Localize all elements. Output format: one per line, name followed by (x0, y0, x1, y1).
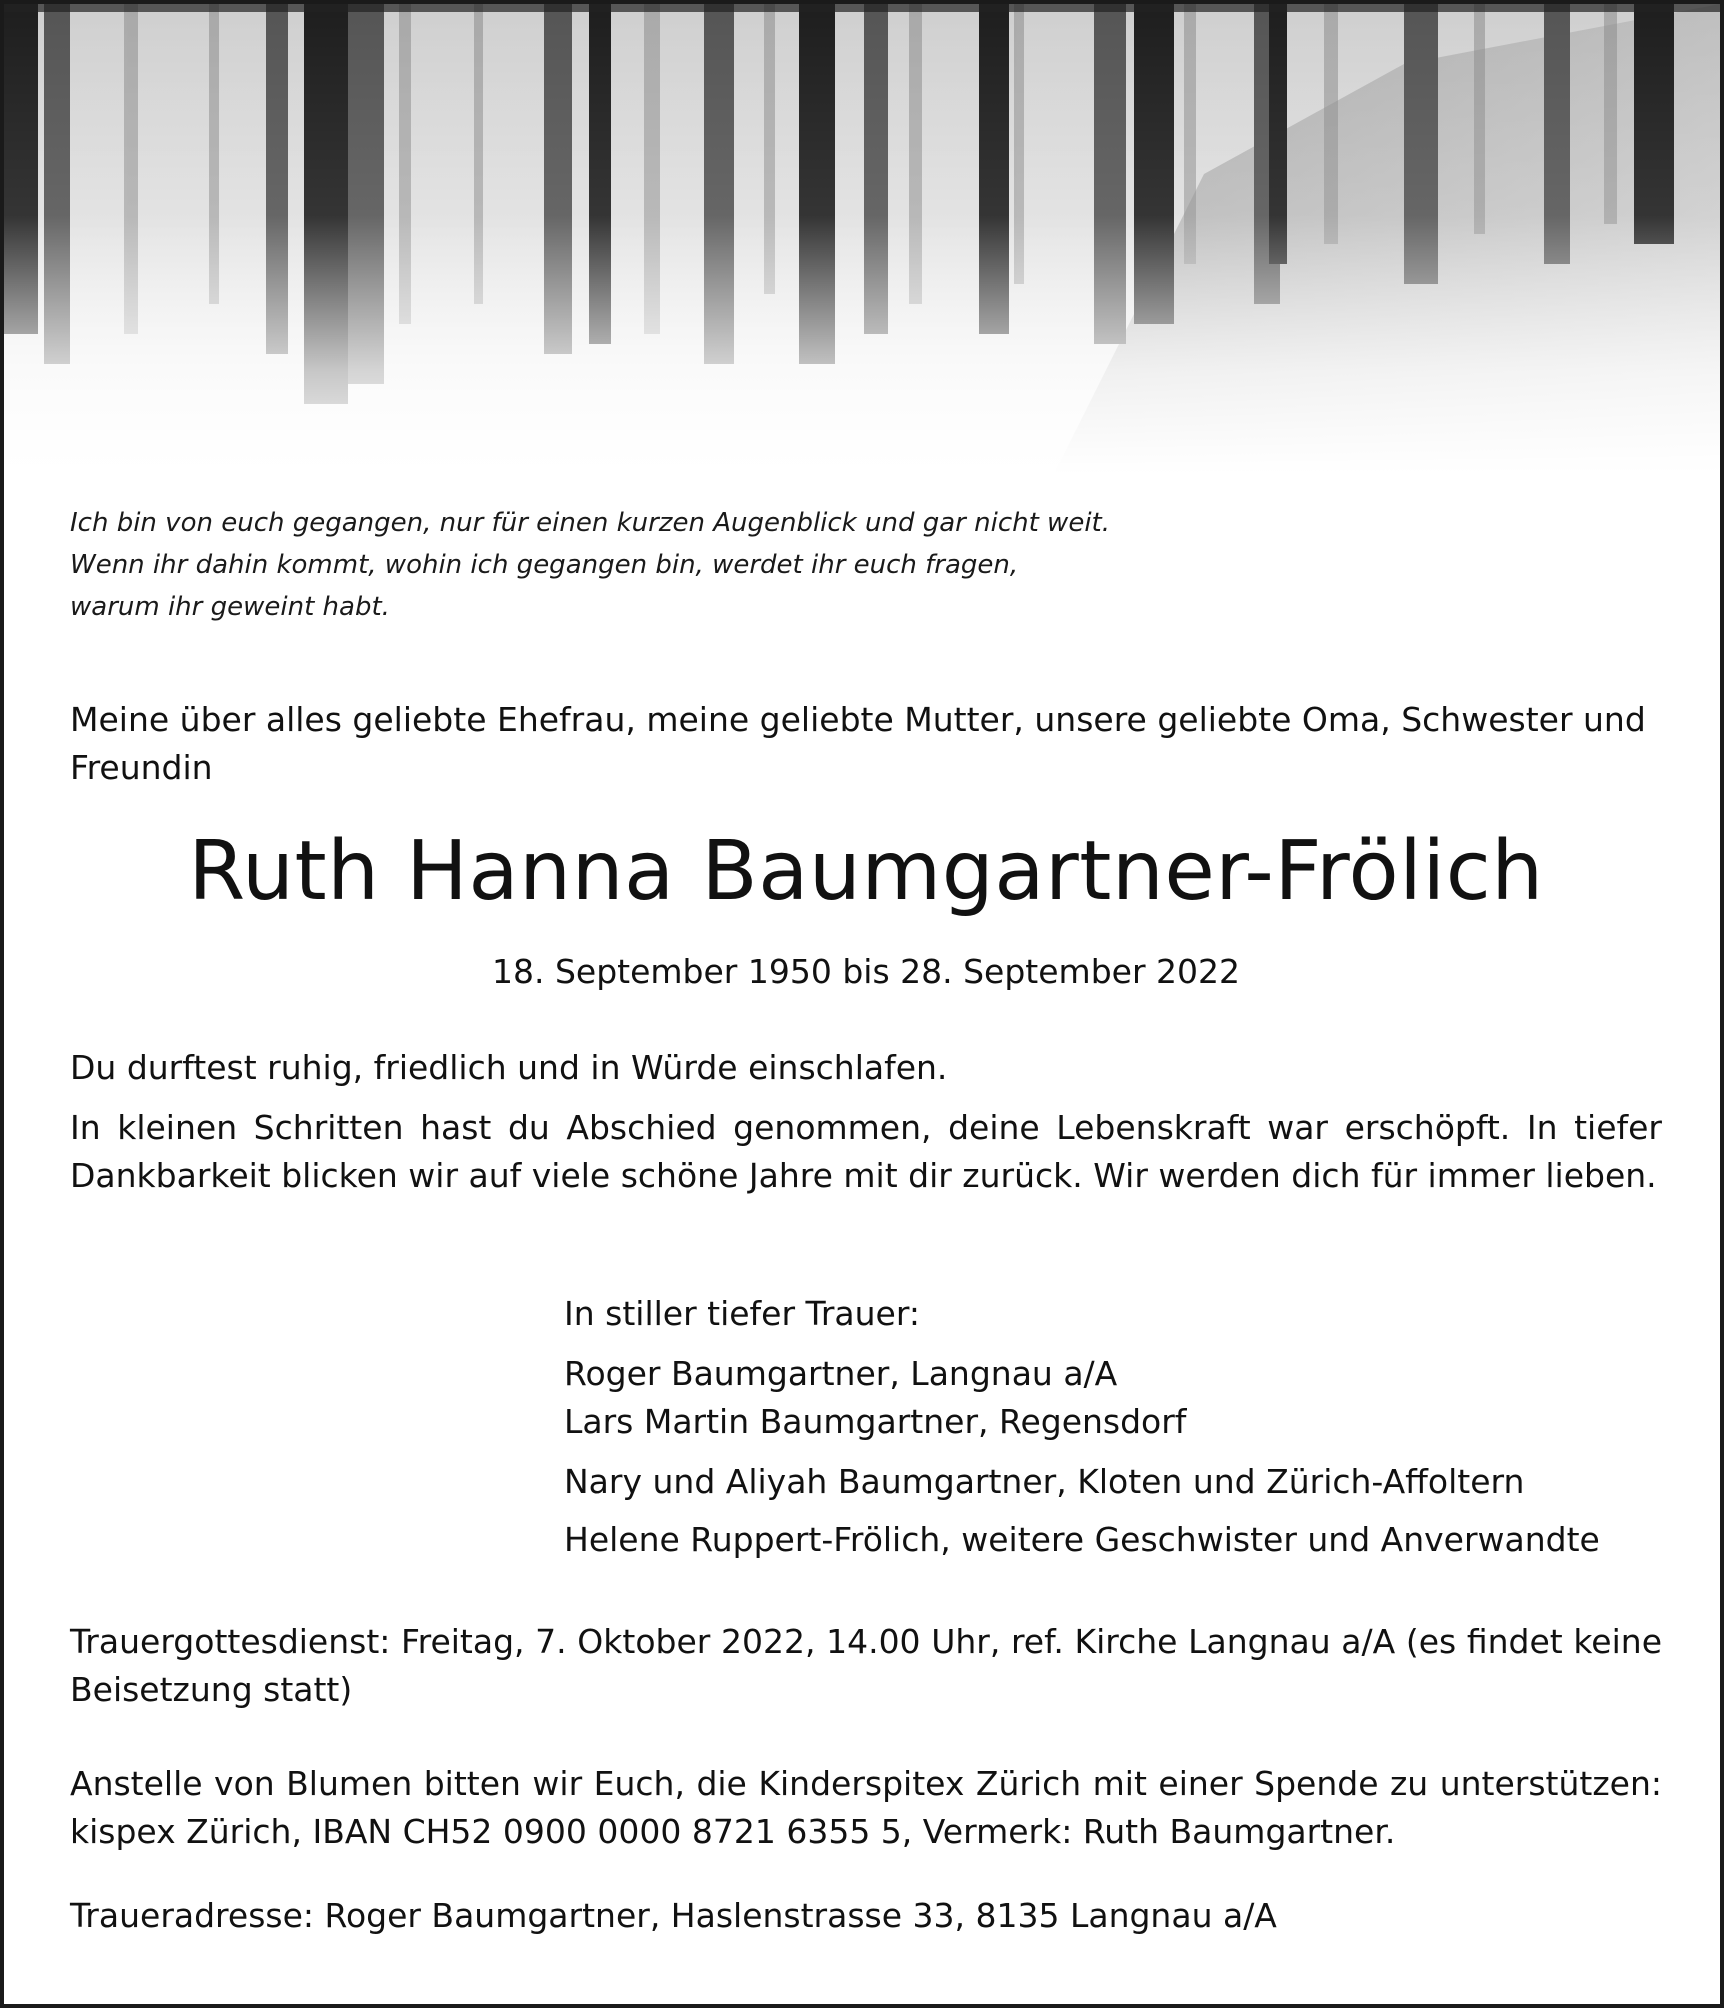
mourner-name: Roger Baumgartner, Langnau a/A (564, 1354, 1118, 1393)
forest-photo-icon (4, 4, 1720, 474)
mourner-name: Nary und Aliyah Baumgartner, Kloten und Zürich-Affoltern (564, 1462, 1525, 1501)
mourning-address: Traueradresse: Roger Baumgartner, Haslenstrasse 33, 8135 Langnau a/A (70, 1896, 1277, 1935)
mourner-name: Lars Martin Baumgartner, Regensdorf (564, 1402, 1187, 1441)
service-info: Trauergottesdienst: Freitag, 7. Oktober 2022, 14.00 Uhr, ref. Kirche Langnau a/A (es findet keine Beisetzung statt) (70, 1622, 1662, 1709)
mourners-list (564, 1290, 1664, 1564)
mourners-heading: In stiller tiefer Trauer: (564, 1294, 920, 1333)
life-dates: 18. September 1950 bis 28. September 2022 (492, 952, 1240, 991)
message-paragraph: In kleinen Schritten hast du Abschied genommen, deine Lebenskraft war erschöpft. In tiefer Dankbarkeit blicken wir auf viele schöne Jahre mit dir zurück. Wir werden dich für immer lieben. (70, 1108, 1662, 1195)
poem-line: Wenn ihr dahin kommt, wohin ich gegangen bin, werdet ihr euch fragen, (70, 550, 1019, 580)
poem-line: warum ihr geweint habt. (70, 592, 390, 622)
poem-line: Ich bin von euch gegangen, nur für einen kurzen Augenblick und gar nicht weit. (70, 508, 1110, 538)
poem-quote (70, 502, 1370, 628)
mourner-name: Helene Ruppert-Frölich, weitere Geschwister und Anverwandte (564, 1520, 1600, 1559)
message-line: Du durftest ruhig, friedlich und in Würde einschlafen. (70, 1048, 948, 1087)
donation-info: Anstelle von Blumen bitten wir Euch, die Kinderspitex Zürich mit einer Spende zu unterstützen: kispex Zürich, IBAN CH52 0900 0000 8721 6355 5, Vermerk: Ruth Baumgartner. (70, 1764, 1662, 1851)
intro-text: Meine über alles geliebte Ehefrau, meine geliebte Mutter, unsere geliebte Oma, Schwester und Freundin (70, 700, 1646, 787)
deceased-name: Ruth Hanna Baumgartner-Frölich (188, 824, 1544, 919)
